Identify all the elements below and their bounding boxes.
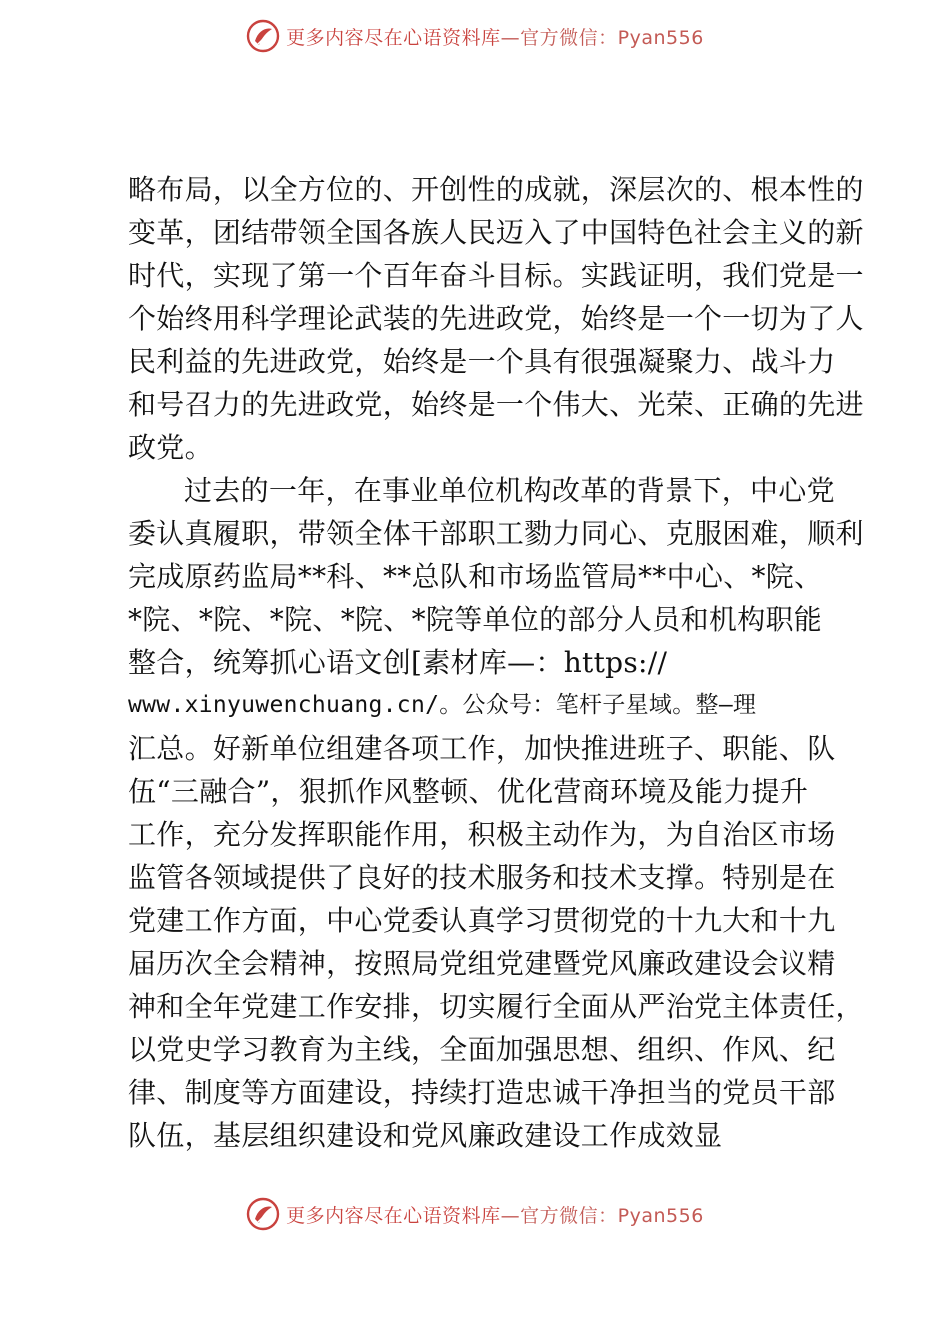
url-text-line: www.xinyuwenchuang.cn/。公众号：笔杆子星域。整—理 bbox=[128, 692, 757, 718]
text-line: 汇总。好新单位组建各项工作，加快推进班子、职能、队 bbox=[128, 732, 836, 765]
document-body bbox=[128, 168, 864, 1157]
text-line: 届历次全会精神，按照局党组党建暨党风廉政建设会议精 bbox=[128, 947, 836, 980]
text-line: 律、制度等方面建设，持续打造忠诚干净担当的党员干部 bbox=[128, 1076, 836, 1109]
watermark-main-text: 更多内容尽在心语资料库 bbox=[286, 26, 501, 49]
text-line: 伍“三融合”，狠抓作风整顿、优化营商环境及能力提升 bbox=[128, 775, 809, 808]
text-line: 政党。 bbox=[128, 431, 213, 464]
text-line: 队伍，基层组织建设和党风廉政建设工作成效显 bbox=[128, 1119, 723, 1152]
seal-logo-icon bbox=[246, 19, 280, 53]
text-line: 神和全年党建工作安排，切实履行全面从严治党主体责任， bbox=[128, 990, 864, 1023]
text-line: 时代，实现了第一个百年奋斗目标。实践证明，我们党是一 bbox=[128, 259, 864, 292]
text-line: 个始终用科学理论武装的先进政党，始终是一个一切为了人 bbox=[128, 302, 864, 335]
footer-watermark bbox=[0, 1192, 950, 1236]
text-line: 整合，统筹抓心语文创[素材库—：https:// bbox=[128, 646, 668, 679]
text-line: 党建工作方面，中心党委认真学习贯彻党的十九大和十九 bbox=[128, 904, 836, 937]
watermark-contact-text: —官方微信：Pyan556 bbox=[500, 26, 704, 49]
text-line: 和号召力的先进政党，始终是一个伟大、光荣、正确的先进 bbox=[128, 388, 864, 421]
watermark-main-text: 更多内容尽在心语资料库 bbox=[286, 1204, 501, 1227]
text-line: 完成原药监局**科、**总队和市场监管局**中心、*院、 bbox=[128, 560, 823, 593]
text-line: 工作，充分发挥职能作用，积极主动作为，为自治区市场 bbox=[128, 818, 836, 851]
text-line: 委认真履职，带领全体干部职工勠力同心、克服困难，顺利 bbox=[128, 517, 864, 550]
watermark-contact-text: —官方微信：Pyan556 bbox=[500, 1204, 704, 1227]
seal-logo-icon bbox=[246, 1197, 280, 1231]
paragraph-start-line: 过去的一年，在事业单位机构改革的背景下，中心党 bbox=[184, 474, 835, 507]
watermark-text bbox=[286, 23, 704, 50]
text-line: 略布局，以全方位的、开创性的成就，深层次的、根本性的 bbox=[128, 173, 864, 206]
text-line: *院、*院、*院、*院、*院等单位的部分人员和机构职能 bbox=[128, 603, 823, 636]
text-line: 变革，团结带领全国各族人民迈入了中国特色社会主义的新 bbox=[128, 216, 864, 249]
header-watermark bbox=[0, 14, 950, 58]
text-line: 监管各领域提供了良好的技术服务和技术支撑。特别是在 bbox=[128, 861, 836, 894]
watermark-text bbox=[286, 1201, 704, 1228]
text-line: 民利益的先进政党，始终是一个具有很强凝聚力、战斗力 bbox=[128, 345, 836, 378]
text-line: 以党史学习教育为主线，全面加强思想、组织、作风、纪 bbox=[128, 1033, 836, 1066]
